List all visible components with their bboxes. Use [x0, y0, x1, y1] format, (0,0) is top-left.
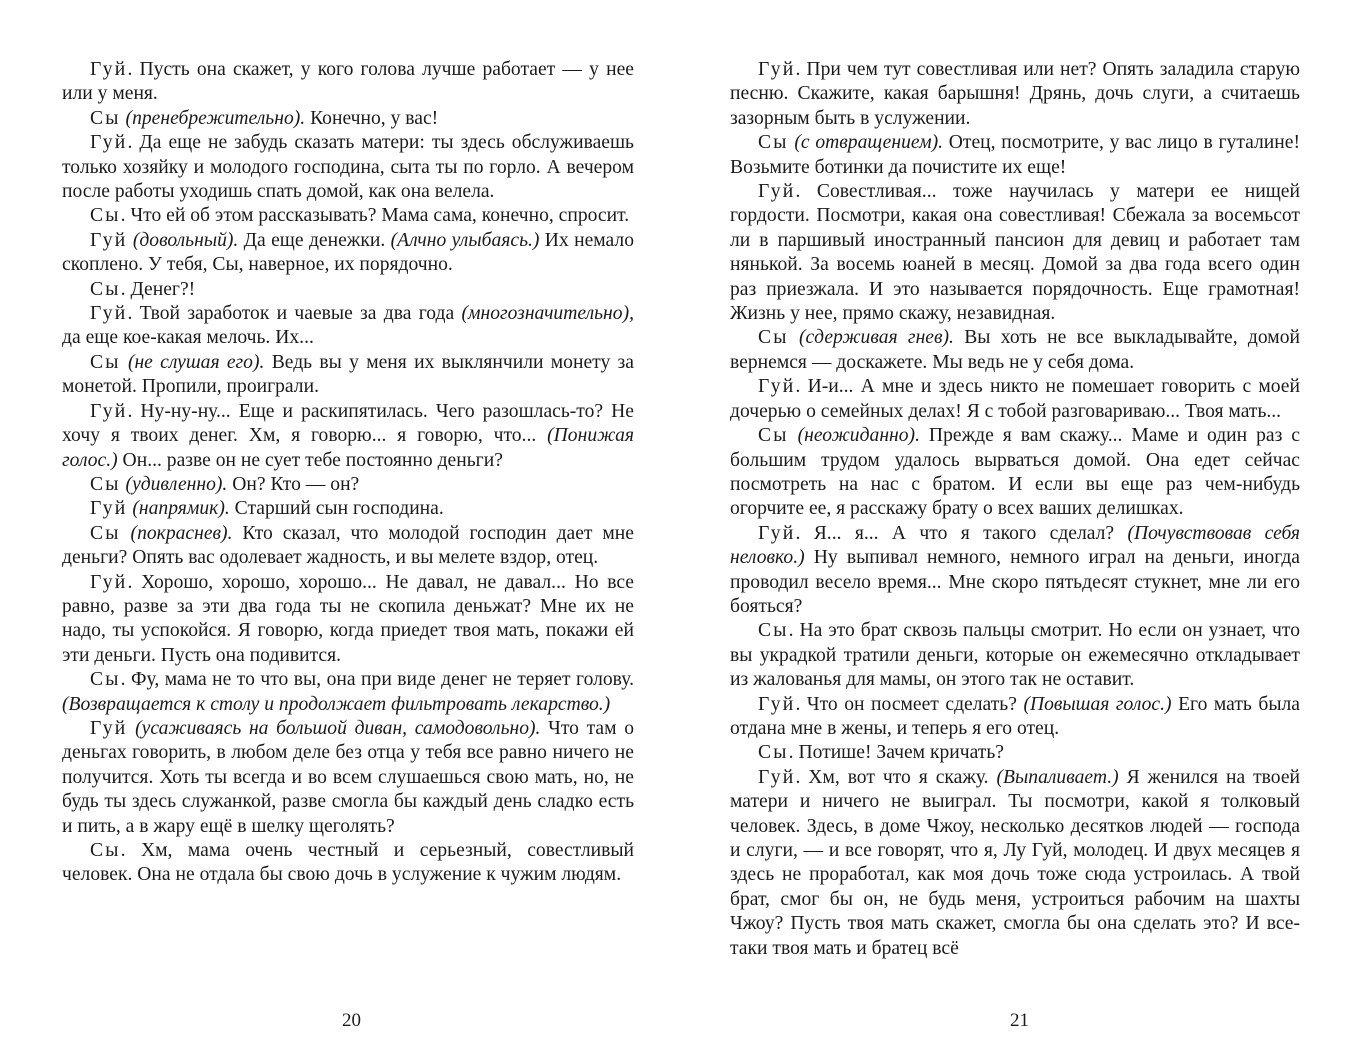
paragraph [62, 839, 634, 888]
dialogue-text: Он... разве он не сует тебе постоянно деньги? [117, 449, 503, 471]
paragraph [730, 693, 1300, 742]
dialogue-text [127, 718, 135, 739]
dialogue-text: . Денег?! [120, 278, 196, 300]
speaker-name: Гуй [90, 132, 128, 154]
speaker-name: Гуй [758, 376, 796, 398]
speaker-name: Гуй [758, 766, 796, 788]
dialogue-text: Что там о деньгах говорить, в любом деле без отца у тебя все равно ничего не получится. Хоть ты всегда и во всем слушаешься свою мать, но, не будь ты здесь служанкой, разве смогла бы каждый день сладко есть и пить, а в жару ещё в шелку щеголять? [62, 717, 634, 837]
dialogue-text: Кто сказал, что молодой господин дает мне деньги? Опять вас одолевает жадность, и вы мелете вздор, отец. [62, 522, 634, 569]
dialogue-text: . Да еще не забудь сказать матери: ты здесь обслуживаешь только хозяйку и молодого господина, сыта ты по горло. А вечером после работы уходишь спать домой, как она велела. [62, 132, 634, 203]
dialogue-text: Вы хоть не все выкладывайте, домой вернемся — доскажете. Мы ведь не у себя дома. [730, 327, 1300, 373]
speaker-name: Сы [90, 522, 121, 544]
dialogue-text: да еще кое-какая мелочь. Их... [62, 327, 314, 349]
speaker-name: Гуй [758, 522, 796, 544]
left-page-text [62, 58, 634, 888]
paragraph [730, 424, 1300, 522]
speaker-name: Сы [90, 473, 121, 495]
stage-direction: (напрямик). [132, 498, 230, 520]
stage-direction: (покраснев). [130, 522, 233, 544]
stage-direction: (неожиданно). [797, 425, 920, 447]
dialogue-text: . Фу, мама не то что вы, она при виде денег не теряет голову. [120, 669, 634, 691]
paragraph [730, 180, 1300, 326]
dialogue-text: . Хм, мама очень честный и серьезный, совестливый человек. Она не отдала бы свою дочь в услужение к чужим людям. [62, 840, 634, 886]
stage-direction: (сдерживая гнев). [798, 327, 954, 349]
paragraph [62, 131, 634, 204]
speaker-name: Сы [90, 205, 121, 227]
speaker-name: Сы [90, 840, 121, 861]
paragraph [730, 766, 1300, 961]
speaker-name: Сы [758, 425, 789, 447]
paragraph [62, 302, 634, 351]
speaker-name: Сы [90, 351, 121, 373]
dialogue-text: Ведь вы у меня их выклянчили монету за монетой. Пропили, проиграли. [62, 351, 634, 398]
speaker-name: Гуй [758, 693, 796, 715]
stage-direction: (Выпаливает.) [996, 766, 1119, 788]
speaker-name: Гуй [90, 303, 128, 325]
speaker-name: Гуй [758, 181, 796, 203]
dialogue-text: Ну выпивал немного, немного играл на деньги, иногда проводил весело время... Мне скоро пятьдесят стукнет, мне ли его бояться? [730, 547, 1300, 617]
dialogue-text [789, 327, 799, 348]
stage-direction: (Повышая голос.) [1023, 693, 1172, 715]
paragraph [730, 741, 1300, 765]
dialogue-text: . Я... я... А что я такого сделал? [795, 522, 1128, 544]
dialogue-text: . Пусть она скажет, у кого голова лучше работает — у нее или у меня. [62, 59, 634, 105]
paragraph [730, 375, 1300, 424]
stage-direction: (усаживаясь на большой диван, самодовольно). [135, 717, 541, 739]
paragraph [730, 131, 1300, 180]
dialogue-text [121, 352, 128, 373]
stage-direction: (не слушая его). [127, 351, 265, 373]
page-number-left: 20 [342, 1010, 361, 1031]
dialogue-text: Прежде я вам скажу... Маме и один раз с большим трудом удалось вырваться домой. Она едет сейчас посмотреть на нас с братом. И если вы еще раз чем-нибудь огорчите ее, я расскажу брату о всех ваших делишках. [730, 425, 1300, 520]
dialogue-text: Его мать была отдана мне в жены, и теперь я его отец. [730, 693, 1300, 739]
speaker-name: Сы [758, 742, 789, 764]
paragraph [62, 571, 634, 669]
paragraph [62, 400, 634, 473]
dialogue-text: . Хорошо, хорошо, хорошо... Не давал, не давал... Но все равно, разве за эти два года ты не скопила деньжат? Мне их не надо, ты успокойся. Я говорю, когда приедет твоя мать, покажи ей эти деньги. Пусть она подивится. [62, 571, 634, 666]
dialogue-text: . Что он посмеет сделать? [795, 693, 1024, 715]
dialogue-text: Их немало скоплено. У тебя, Сы, наверное, их порядочно. [62, 229, 634, 276]
speaker-name: Сы [758, 132, 789, 154]
stage-direction: (удивленно). [125, 473, 228, 495]
dialogue-text: . Хм, вот что я скажу. [795, 766, 997, 788]
stage-direction: (Почувствовав себя неловко.) [730, 522, 1300, 569]
paragraph [62, 278, 634, 302]
stage-direction: (Понижая голос.) [62, 425, 634, 471]
dialogue-text: Конечно, у вас! [305, 107, 439, 129]
speaker-name: Сы [758, 327, 789, 349]
paragraph [730, 522, 1300, 620]
dialogue-text: Я женился на твоей матери и ничего не выиграл. Ты посмотри, какой я толковый человек. Здесь, в доме Чжоу, несколько десятков людей — господа и слуги, — и все говорят, что я, Лу Гуй, молодец. И двух месяцев я здесь не проработал, как моя дочь тоже сюда устроилась. А твой брат, смог бы он, не будь меня, устроиться рабочим на шахты Чжоу? Пусть твоя мать скажет, смогла бы она сделать это? И все-таки твоя мать и братец всё [730, 766, 1300, 959]
page-number-right: 21 [1010, 1010, 1029, 1031]
speaker-name: Сы [90, 278, 121, 300]
speaker-name: Гуй [90, 229, 128, 251]
stage-direction: (с отвращением). [794, 132, 943, 154]
paragraph [62, 351, 634, 400]
speaker-name: Гуй [90, 717, 128, 739]
dialogue-text: . Совестливая... тоже научилась у матери ее нищей гордости. Посмотри, какая она совестливая! Сбежала за восемьсот ли в паршивый иностранный пансион для девиц и работает там нянькой. За восемь юаней в месяц. Домой за два года всего один раз приезжала. И это называется порядочность. Еще грамотная! Жизнь у нее, прямо скажу, незавидная. [730, 181, 1300, 325]
dialogue-text: . Что ей об этом рассказывать? Мама сама, конечно, спросит. [120, 205, 630, 227]
paragraph [62, 473, 634, 497]
paragraph [62, 497, 634, 521]
dialogue-text [789, 425, 798, 446]
speaker-name: Гуй [758, 59, 796, 80]
dialogue-text: . Ну-ну-ну... Еще и раскипятилась. Чего разошлась-то? Не хочу я твоих денег. Хм, я говорю... я говорю, что... [62, 400, 634, 447]
paragraph [62, 229, 634, 278]
speaker-name: Сы [90, 669, 121, 691]
speaker-name: Сы [758, 620, 789, 642]
stage-direction: (многозначительно), [461, 303, 634, 325]
paragraph [730, 326, 1300, 375]
stage-direction: (пренебрежительно). [125, 107, 306, 129]
dialogue-text: Отец, посмотрите, у вас лицо в гуталине! Возьмите ботинки да почистите их еще! [730, 132, 1300, 178]
stage-direction: (довольный). [132, 229, 239, 251]
speaker-name: Гуй [90, 571, 128, 593]
dialogue-text: . И-и... А мне и здесь никто не помешает говорить с моей дочерью о семейных делах! Я с тобой разговариваю... Твоя мать... [730, 376, 1300, 422]
paragraph [62, 58, 634, 107]
dialogue-text: . Потише! Зачем кричать? [788, 742, 1004, 764]
dialogue-text: Он? Кто — он? [227, 473, 360, 495]
speaker-name: Гуй [90, 498, 128, 520]
speaker-name: Гуй [90, 59, 128, 80]
paragraph [62, 522, 634, 571]
dialogue-text: . На это брат сквозь пальцы смотрит. Но если он узнает, что вы украдкой тратили деньги, которые он ежемесячно откладывает из жалованья для мамы, он этого так не оставит. [730, 620, 1300, 691]
stage-direction: (Возвращается к столу и продолжает фильтровать лекарство.) [62, 693, 611, 715]
paragraph [62, 204, 634, 228]
speaker-name: Сы [90, 107, 121, 129]
paragraph [62, 107, 634, 131]
right-page-text [730, 58, 1300, 961]
paragraph [62, 668, 634, 717]
dialogue-text: . При чем тут совестливая или нет? Опять заладила старую песню. Скажите, какая барышня! Дрянь, дочь слуги, а считаешь зазорным быть в услужении. [730, 59, 1300, 129]
paragraph [62, 717, 634, 839]
dialogue-text: Старший сын господина. [229, 498, 444, 520]
dialogue-text [121, 523, 131, 544]
dialogue-text: Да еще денежки. [238, 229, 391, 251]
speaker-name: Гуй [90, 400, 128, 422]
stage-direction: (Алчно улыбаясь.) [390, 229, 540, 251]
paragraph [730, 58, 1300, 131]
paragraph [730, 619, 1300, 692]
dialogue-text: . Твой заработок и чаевые за два года [127, 303, 462, 325]
